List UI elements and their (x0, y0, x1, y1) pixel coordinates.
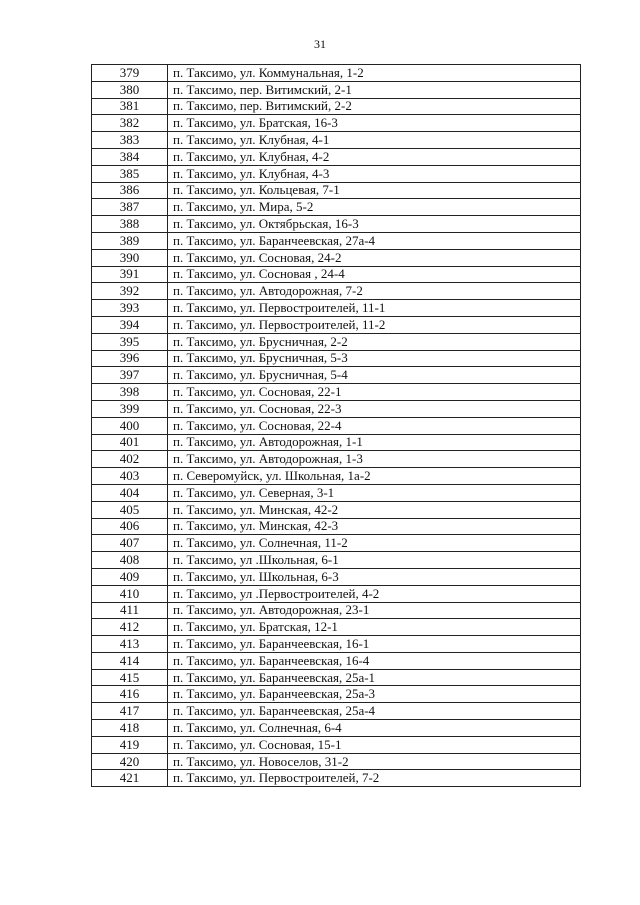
row-number-cell: 402 (92, 451, 168, 468)
table-row (92, 400, 581, 417)
table-row (92, 249, 581, 266)
address-cell: п. Таксимо, ул. Сосновая, 22-4 (168, 417, 581, 434)
address-cell: п. Таксимо, ул. Минская, 42-3 (168, 518, 581, 535)
address-cell: п. Таксимо, ул. Солнечная, 6-4 (168, 720, 581, 737)
row-number-cell: 411 (92, 602, 168, 619)
row-number-cell: 403 (92, 468, 168, 485)
row-number-cell: 387 (92, 199, 168, 216)
address-cell: п. Таксимо, ул .Первостроителей, 4-2 (168, 585, 581, 602)
table-row (92, 602, 581, 619)
address-cell: п. Таксимо, ул. Братская, 16-3 (168, 115, 581, 132)
address-cell: п. Таксимо, ул. Сосновая, 22-1 (168, 384, 581, 401)
row-number-cell: 421 (92, 770, 168, 787)
row-number-cell: 418 (92, 720, 168, 737)
address-cell: п. Таксимо, ул. Автодорожная, 1-1 (168, 434, 581, 451)
table-row (92, 484, 581, 501)
table-row (92, 686, 581, 703)
row-number-cell: 398 (92, 384, 168, 401)
address-cell: п. Таксимо, ул .Школьная, 6-1 (168, 552, 581, 569)
table-row (92, 535, 581, 552)
row-number-cell: 413 (92, 636, 168, 653)
table-row (92, 333, 581, 350)
row-number-cell: 395 (92, 333, 168, 350)
address-cell: п. Таксимо, ул. Баранчеевская, 16-1 (168, 636, 581, 653)
address-cell: п. Таксимо, ул. Первостроителей, 11-1 (168, 300, 581, 317)
row-number-cell: 416 (92, 686, 168, 703)
row-number-cell: 415 (92, 669, 168, 686)
address-cell: п. Таксимо, ул. Сосновая, 15-1 (168, 736, 581, 753)
row-number-cell: 412 (92, 619, 168, 636)
table-row (92, 568, 581, 585)
address-cell: п. Таксимо, ул. Первостроителей, 11-2 (168, 316, 581, 333)
row-number-cell: 401 (92, 434, 168, 451)
table-row (92, 552, 581, 569)
table-row (92, 518, 581, 535)
table-row (92, 232, 581, 249)
row-number-cell: 407 (92, 535, 168, 552)
address-cell: п. Таксимо, ул. Северная, 3-1 (168, 484, 581, 501)
table-row (92, 619, 581, 636)
table-row (92, 753, 581, 770)
address-cell: п. Таксимо, ул. Новоселов, 31-2 (168, 753, 581, 770)
row-number-cell: 399 (92, 400, 168, 417)
address-cell: п. Таксимо, ул. Сосновая, 22-3 (168, 400, 581, 417)
row-number-cell: 388 (92, 216, 168, 233)
row-number-cell: 417 (92, 703, 168, 720)
table-row (92, 266, 581, 283)
address-cell: п. Таксимо, ул. Коммунальная, 1-2 (168, 65, 581, 82)
row-number-cell: 385 (92, 165, 168, 182)
table-row (92, 300, 581, 317)
row-number-cell: 389 (92, 232, 168, 249)
row-number-cell: 393 (92, 300, 168, 317)
table-row (92, 165, 581, 182)
address-cell: п. Таксимо, ул. Минская, 42-2 (168, 501, 581, 518)
address-table (91, 64, 581, 787)
address-cell: п. Таксимо, ул. Брусничная, 5-4 (168, 367, 581, 384)
address-cell: п. Таксимо, ул. Автодорожная, 23-1 (168, 602, 581, 619)
row-number-cell: 391 (92, 266, 168, 283)
row-number-cell: 409 (92, 568, 168, 585)
table-row (92, 703, 581, 720)
row-number-cell: 408 (92, 552, 168, 569)
address-cell: п. Таксимо, ул. Мира, 5-2 (168, 199, 581, 216)
address-cell: п. Таксимо, ул. Брусничная, 2-2 (168, 333, 581, 350)
table-row (92, 501, 581, 518)
table-row (92, 720, 581, 737)
table-row (92, 316, 581, 333)
table-row (92, 451, 581, 468)
row-number-cell: 414 (92, 652, 168, 669)
row-number-cell: 380 (92, 81, 168, 98)
row-number-cell: 404 (92, 484, 168, 501)
address-cell: п. Таксимо, ул. Автодорожная, 7-2 (168, 283, 581, 300)
address-cell: п. Таксимо, ул. Сосновая, 24-2 (168, 249, 581, 266)
table-row (92, 384, 581, 401)
address-cell: п. Таксимо, ул. Баранчеевская, 16-4 (168, 652, 581, 669)
row-number-cell: 397 (92, 367, 168, 384)
address-table-body (92, 65, 581, 787)
row-number-cell: 394 (92, 316, 168, 333)
table-row (92, 98, 581, 115)
address-cell: п. Таксимо, ул. Брусничная, 5-3 (168, 350, 581, 367)
table-row (92, 736, 581, 753)
row-number-cell: 400 (92, 417, 168, 434)
address-cell: п. Таксимо, ул. Братская, 12-1 (168, 619, 581, 636)
table-row (92, 199, 581, 216)
address-cell: п. Таксимо, ул. Баранчеевская, 25а-1 (168, 669, 581, 686)
table-row (92, 367, 581, 384)
address-cell: п. Таксимо, ул. Клубная, 4-1 (168, 132, 581, 149)
address-cell: п. Таксимо, ул. Первостроителей, 7-2 (168, 770, 581, 787)
row-number-cell: 396 (92, 350, 168, 367)
address-cell: п. Таксимо, ул. Октябрьская, 16-3 (168, 216, 581, 233)
row-number-cell: 386 (92, 182, 168, 199)
row-number-cell: 405 (92, 501, 168, 518)
table-row (92, 283, 581, 300)
row-number-cell: 392 (92, 283, 168, 300)
table-row (92, 115, 581, 132)
address-cell: п. Таксимо, ул. Клубная, 4-2 (168, 148, 581, 165)
page-number: 31 (314, 37, 326, 51)
row-number-cell: 406 (92, 518, 168, 535)
table-row (92, 770, 581, 787)
table-row (92, 468, 581, 485)
row-number-cell: 383 (92, 132, 168, 149)
table-row (92, 148, 581, 165)
table-row (92, 636, 581, 653)
address-cell: п. Таксимо, ул. Клубная, 4-3 (168, 165, 581, 182)
address-cell: п. Таксимо, ул. Автодорожная, 1-3 (168, 451, 581, 468)
table-row (92, 585, 581, 602)
table-row (92, 669, 581, 686)
row-number-cell: 420 (92, 753, 168, 770)
row-number-cell: 384 (92, 148, 168, 165)
address-cell: п. Таксимо, ул. Баранчеевская, 27а-4 (168, 232, 581, 249)
address-cell: п. Таксимо, ул. Баранчеевская, 25а-3 (168, 686, 581, 703)
address-cell: п. Северомуйск, ул. Школьная, 1а-2 (168, 468, 581, 485)
row-number-cell: 410 (92, 585, 168, 602)
row-number-cell: 390 (92, 249, 168, 266)
table-row (92, 417, 581, 434)
table-row (92, 81, 581, 98)
address-cell: п. Таксимо, ул. Баранчеевская, 25а-4 (168, 703, 581, 720)
address-cell: п. Таксимо, пер. Витимский, 2-1 (168, 81, 581, 98)
table-row (92, 216, 581, 233)
address-cell: п. Таксимо, ул. Сосновая , 24-4 (168, 266, 581, 283)
row-number-cell: 382 (92, 115, 168, 132)
address-cell: п. Таксимо, пер. Витимский, 2-2 (168, 98, 581, 115)
row-number-cell: 381 (92, 98, 168, 115)
address-cell: п. Таксимо, ул. Кольцевая, 7-1 (168, 182, 581, 199)
table-row (92, 434, 581, 451)
table-row (92, 182, 581, 199)
table-row (92, 132, 581, 149)
row-number-cell: 379 (92, 65, 168, 82)
table-row (92, 65, 581, 82)
table-row (92, 652, 581, 669)
row-number-cell: 419 (92, 736, 168, 753)
address-cell: п. Таксимо, ул. Школьная, 6-3 (168, 568, 581, 585)
table-row (92, 350, 581, 367)
address-cell: п. Таксимо, ул. Солнечная, 11-2 (168, 535, 581, 552)
